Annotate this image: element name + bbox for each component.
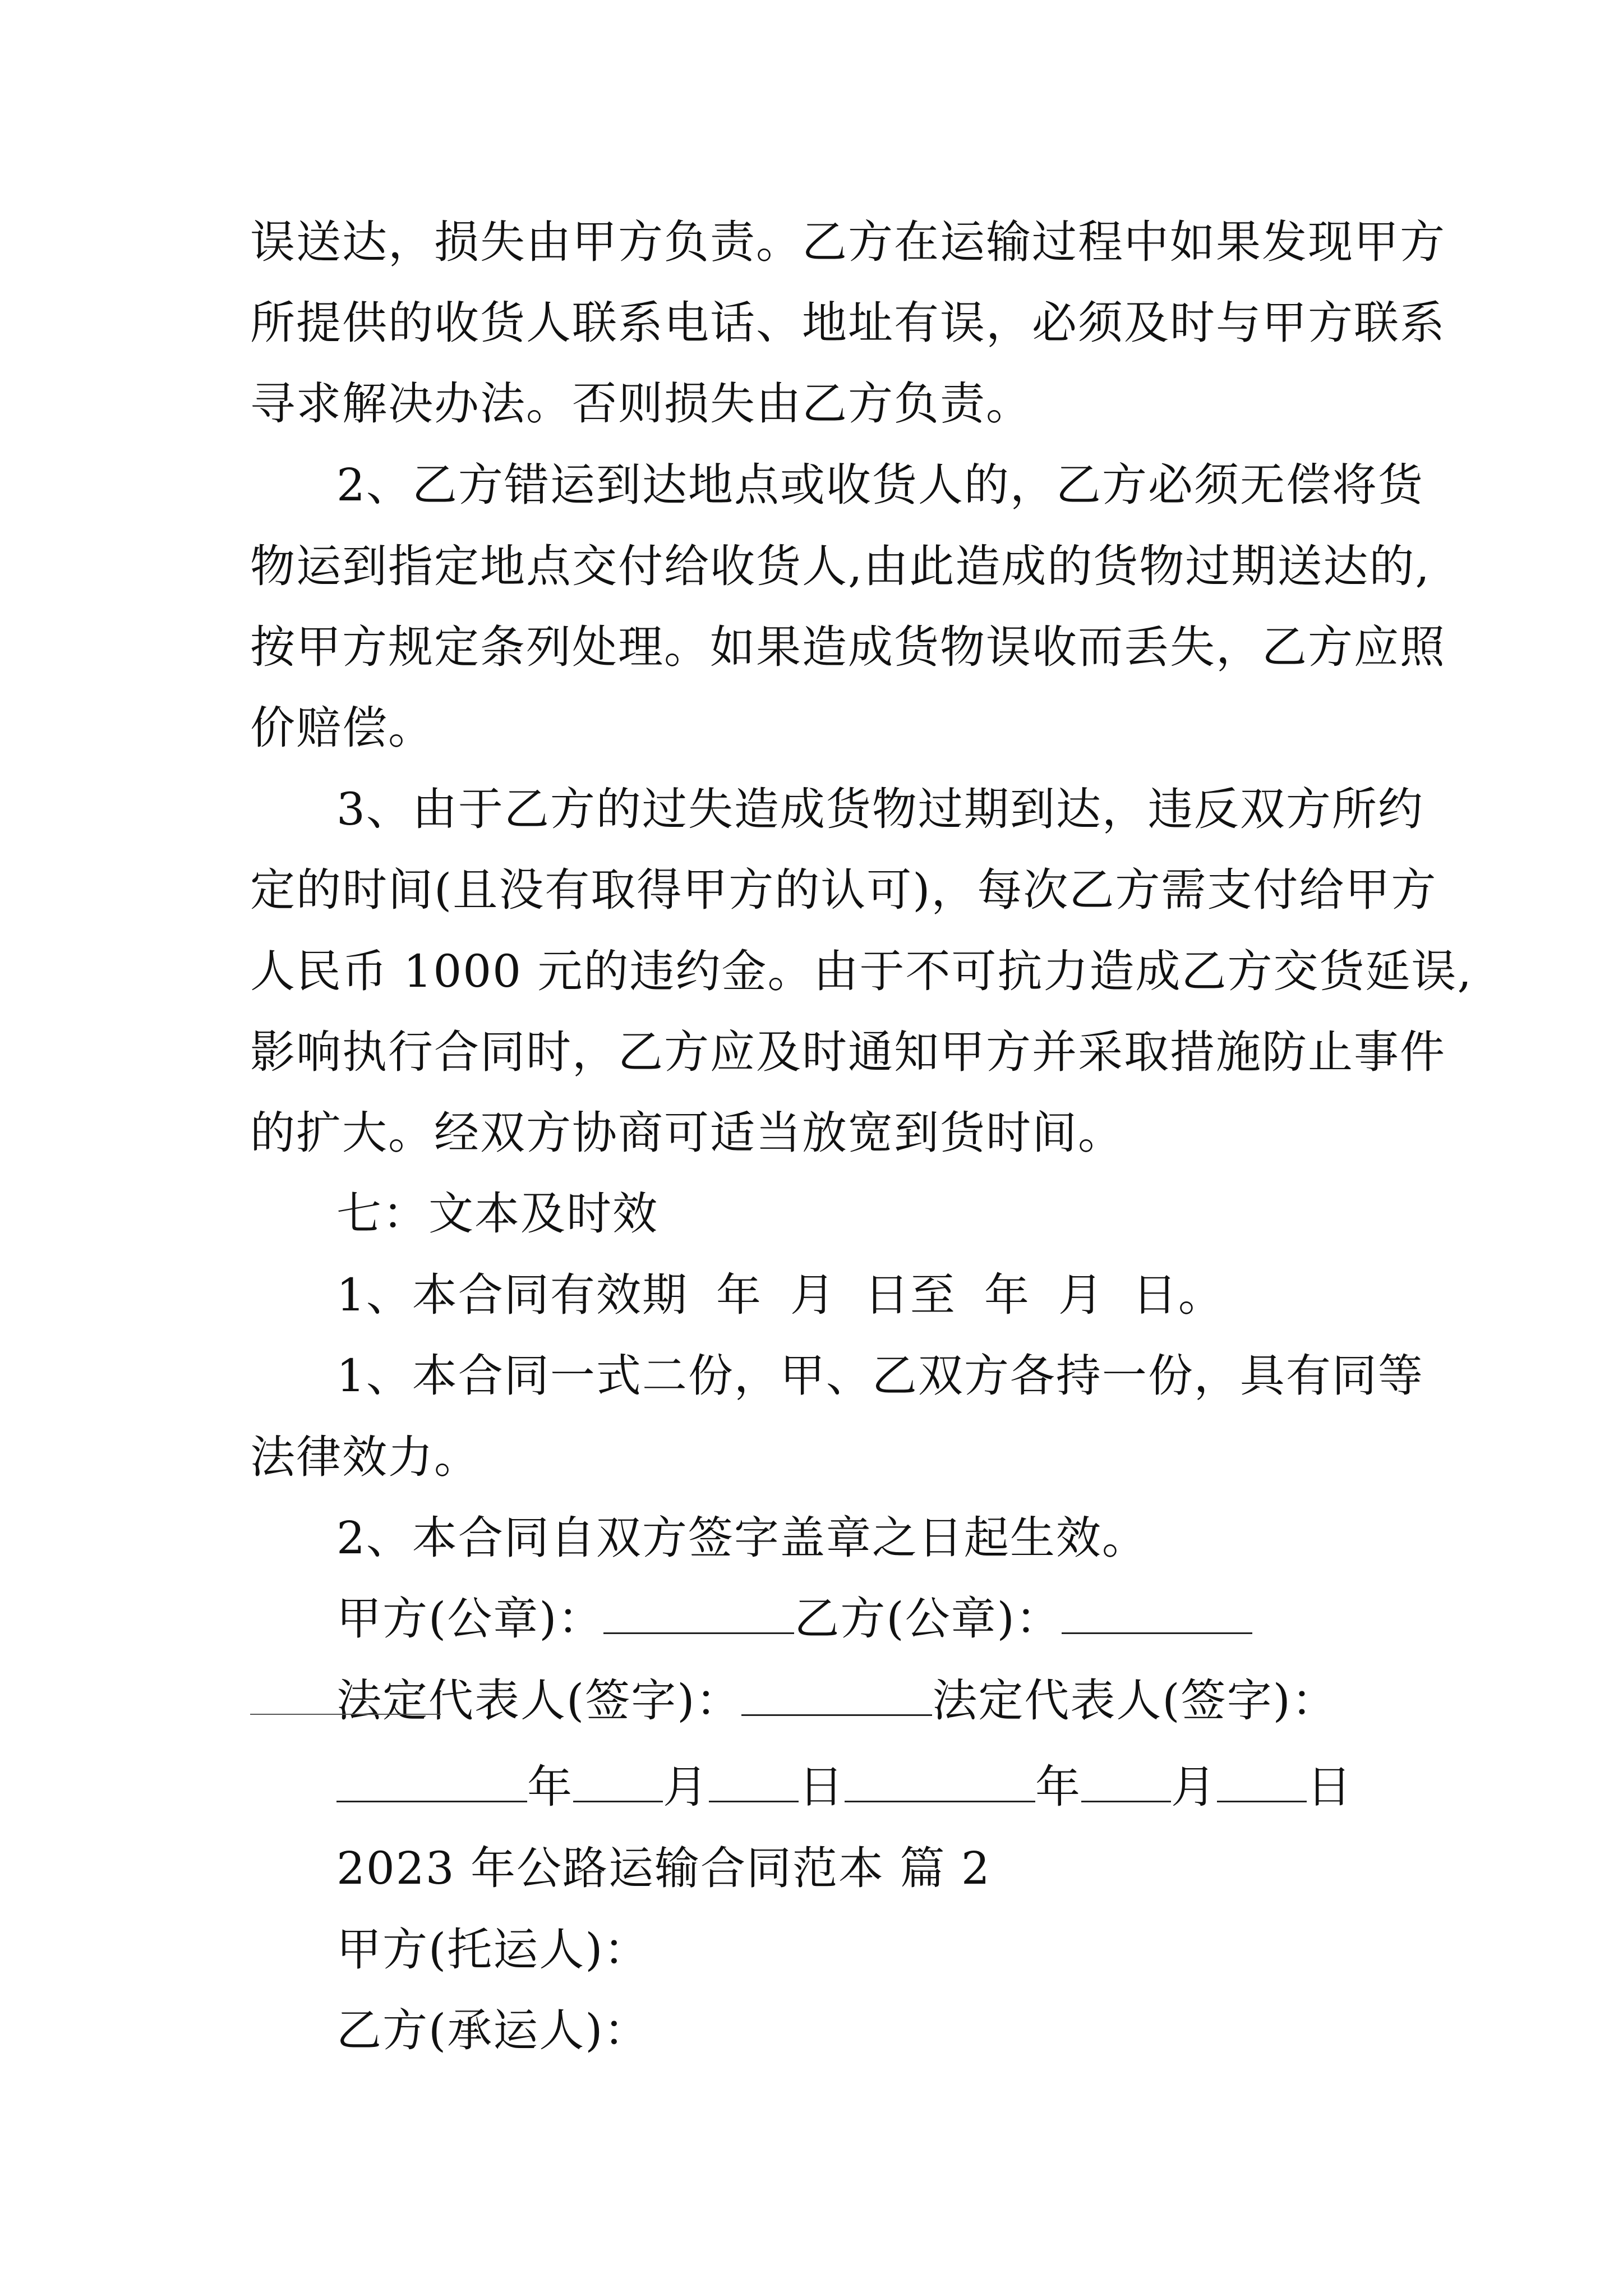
paragraph-line: 寻求解决办法。否则损失由乙方负责。 bbox=[250, 378, 1032, 430]
date-line bbox=[336, 1759, 1353, 1815]
term-day-end: 日。 bbox=[1132, 1269, 1224, 1321]
date-b-day: 日 bbox=[1307, 1761, 1353, 1813]
clause-3-line: 3、由于乙方的过失造成货物过期到达，违反双方所约 bbox=[336, 783, 1424, 835]
rep-b-label: 法定代表人(签字)： bbox=[932, 1674, 1338, 1727]
seal-line bbox=[336, 1591, 1252, 1647]
term-label: 1、本合同有效期 bbox=[336, 1269, 688, 1321]
party-a-shipper: 甲方(托运人)： bbox=[336, 1924, 650, 1976]
term-year: 年 bbox=[716, 1269, 762, 1321]
date-b-month: 月 bbox=[1171, 1761, 1217, 1813]
date-a-month-blank bbox=[573, 1761, 663, 1802]
date-a-year: 年 bbox=[527, 1761, 573, 1813]
clause-3-line: 影响执行合同时，乙方应及时通知甲方并采取措施防止事件 bbox=[250, 1026, 1446, 1078]
date-b-day-blank bbox=[1217, 1761, 1307, 1802]
paragraph-line: 误送达，损失由甲方负责。乙方在运输过程中如果发现甲方 bbox=[250, 216, 1446, 268]
term-line bbox=[336, 1267, 1224, 1323]
term-month: 月 bbox=[790, 1269, 836, 1321]
term-month-end: 月 bbox=[1058, 1269, 1104, 1321]
copies-line: 1、本合同一式二份，甲、乙双方各持一份，具有同等 bbox=[336, 1350, 1424, 1402]
rep-a-label: 法定代表人(签字)： bbox=[336, 1674, 742, 1727]
date-a-year-blank bbox=[336, 1761, 527, 1802]
party-a-seal-blank bbox=[603, 1593, 794, 1634]
copies-line: 法律效力。 bbox=[250, 1431, 480, 1483]
contract-title: 2023 年公路运输合同范本 篇 2 bbox=[336, 1842, 991, 1894]
effective-line: 2、本合同自双方签字盖章之日起生效。 bbox=[336, 1512, 1148, 1564]
date-a-month: 月 bbox=[663, 1761, 709, 1813]
party-a-seal-label: 甲方(公章)： bbox=[336, 1593, 604, 1645]
date-a-day-blank bbox=[709, 1761, 799, 1802]
clause-3-line: 的扩大。经双方协商可适当放宽到货时间。 bbox=[250, 1107, 1124, 1159]
date-b-year: 年 bbox=[1035, 1761, 1081, 1813]
date-b-month-blank bbox=[1081, 1761, 1171, 1802]
rep-a-blank bbox=[741, 1675, 932, 1716]
section-heading: 七：文本及时效 bbox=[336, 1188, 658, 1240]
term-year-end: 年 bbox=[984, 1269, 1030, 1321]
clause-3-line: 定的时间(且没有取得甲方的认可)，每次乙方需支付给甲方 bbox=[250, 864, 1437, 916]
rep-line bbox=[336, 1673, 1338, 1729]
term-day-to: 日至 bbox=[864, 1269, 956, 1321]
rep-b-blank bbox=[250, 1714, 441, 1715]
clause-2-line: 按甲方规定条列处理。如果造成货物误收而丢失，乙方应照 bbox=[250, 621, 1446, 673]
date-a-day: 日 bbox=[799, 1761, 845, 1813]
clause-2-line: 价赔偿。 bbox=[250, 702, 434, 754]
date-b-year-blank bbox=[845, 1761, 1035, 1802]
party-b-carrier: 乙方(承运人)： bbox=[336, 2004, 650, 2056]
paragraph-line: 所提供的收货人联系电话、地址有误，必须及时与甲方联系 bbox=[250, 297, 1446, 349]
party-b-seal-label: 乙方(公章)： bbox=[794, 1593, 1062, 1645]
party-b-seal-blank bbox=[1062, 1593, 1252, 1634]
clause-2-line: 2、乙方错运到达地点或收货人的，乙方必须无偿将货 bbox=[336, 459, 1424, 511]
clause-2-line: 物运到指定地点交付给收货人,由此造成的货物过期送达的, bbox=[250, 540, 1431, 592]
clause-3-line: 人民币 1000 元的违约金。由于不可抗力造成乙方交货延误, bbox=[250, 945, 1473, 997]
